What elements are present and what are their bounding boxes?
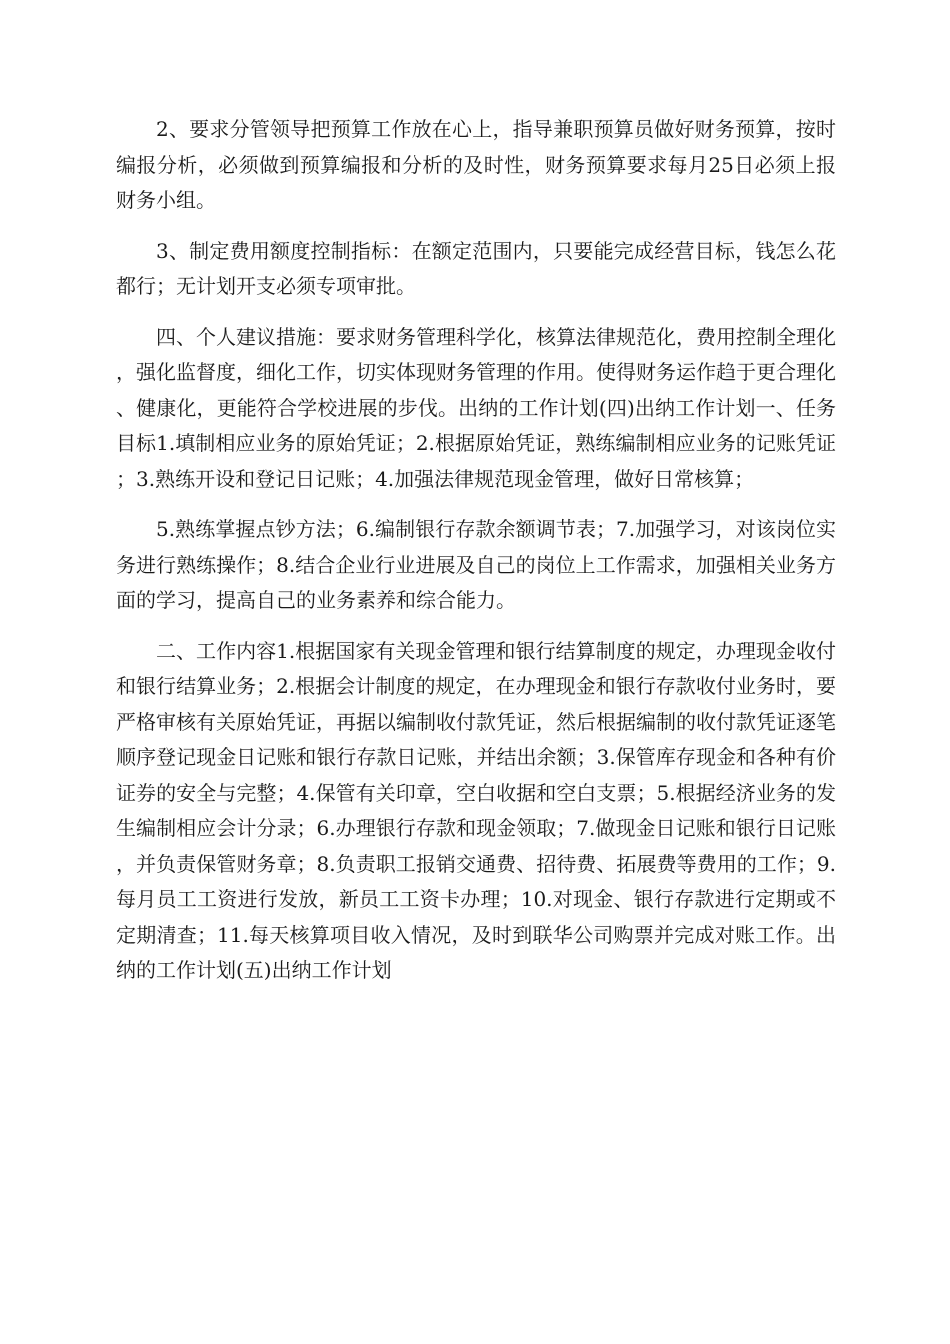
paragraph-expense-limits: 3、制定费用额度控制指标：在额定范围内，只要能完成经营目标，钱怎么花都行；无计划开支必须专项审批。 [116, 238, 836, 298]
paragraph-skills-goals: 5.熟练掌握点钞方法；6.编制银行存款余额调节表；7.加强学习，对该岗位实务进行熟练操作；8.结合企业行业进展及自己的岗位上工作需求，加强相关业务方面的学习，提高自己的业务素养和综合能力。 [116, 517, 836, 612]
paragraph-budget-reporting: 2、要求分管领导把预算工作放在心上，指导兼职预算员做好财务预算，按时编报分析，必须做到预算编报和分析的及时性，财务预算要求每月25日必须上报财务小组。 [116, 117, 836, 212]
document-body [116, 112, 836, 1004]
paragraph-personal-suggestions: 四、个人建议措施：要求财务管理科学化，核算法律规范化，费用控制全理化，强化监督度，细化工作，切实体现财务管理的作用。使得财务运作趋于更合理化、健康化，更能符合学校进展的步伐。出纳的工作计划(四)出纳工作计划一、任务目标1.填制相应业务的原始凭证；2.根据原始凭证，熟练编制相应业务的记账凭证；3.熟练开设和登记日记账；4.加强法律规范现金管理，做好日常核算； [116, 324, 836, 491]
paragraph-work-content: 二、工作内容1.根据国家有关现金管理和银行结算制度的规定，办理现金收付和银行结算业务；2.根据会计制度的规定，在办理现金和银行存款收付业务时，要严格审核有关原始凭证，再据以编制收付款凭证，然后根据编制的收付款凭证逐笔顺序登记现金日记账和银行存款日记账，并结出余额；3.保管库存现金和各种有价证券的安全与完整；4.保管有关印章，空白收据和空白支票；5.根据经济业务的发生编制相应会计分录；6.办理银行存款和现金领取；7.做现金日记账和银行日记账，并负责保管财务章；8.负责职工报销交通费、招待费、拓展费等费用的工作；9.每月员工工资进行发放，新员工工资卡办理；10.对现金、银行存款进行定期或不定期清查；11.每天核算项目收入情况，及时到联华公司购票并完成对账工作。出纳的工作计划(五)出纳工作计划 [116, 638, 836, 982]
